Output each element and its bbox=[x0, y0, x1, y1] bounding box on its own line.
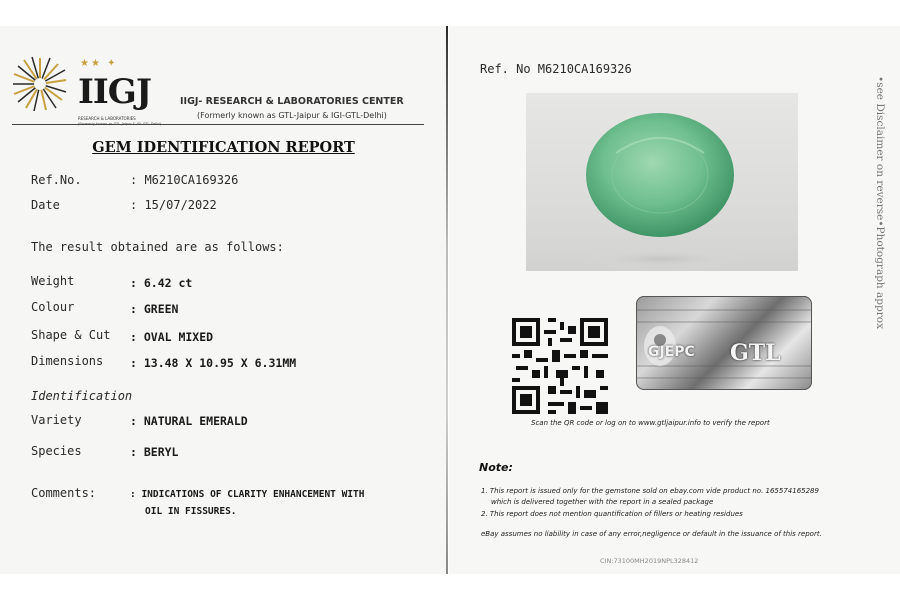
variety-value: : NATURAL EMERALD bbox=[130, 414, 248, 428]
cin-number: CIN:73100MH2019NPL328412 bbox=[600, 557, 699, 565]
weight-value: : 6.42 ct bbox=[130, 276, 193, 290]
reverse-ref-number: Ref. No M6210CA169326 bbox=[480, 62, 632, 76]
sunburst-icon bbox=[10, 54, 70, 114]
species-label: Species bbox=[31, 444, 82, 458]
verify-instructions: Scan the QR code or log on to www.gtljaipur.info to verify the report bbox=[531, 419, 770, 427]
dimensions-label: Dimensions bbox=[31, 354, 104, 368]
lab-name: IIGJ- RESEARCH & LABORATORIES CENTER bbox=[180, 96, 404, 107]
shape-value: : OVAL MIXED bbox=[130, 330, 214, 344]
gemstone-photo bbox=[526, 93, 798, 271]
hologram-text-gjepc: GJEPC bbox=[648, 344, 695, 360]
colour-value: : GREEN bbox=[130, 302, 179, 316]
dimensions-value: : 13.48 X 10.95 X 6.31MM bbox=[130, 356, 297, 370]
variety-label: Variety bbox=[31, 413, 82, 427]
comments-label: Comments: bbox=[31, 486, 97, 500]
note-line-3: eBay assumes no liability in case of any error,negligence or default in the issuance of this report. bbox=[481, 530, 822, 538]
weight-label: Weight bbox=[31, 274, 75, 288]
comments-value-line1: : INDICATIONS OF CLARITY ENHANCEMENT WITH bbox=[130, 489, 365, 500]
note-line-1b: which is delivered together with the report in a sealed package bbox=[491, 498, 714, 506]
hologram-pattern-icon bbox=[636, 296, 812, 390]
stars-icon: ★★ ✦ bbox=[80, 58, 118, 69]
note-title: Note: bbox=[479, 461, 513, 474]
gjepc-hologram-seal bbox=[636, 296, 812, 390]
results-intro: The result obtained are as follows: bbox=[31, 240, 284, 254]
ref-label: Ref.No. bbox=[31, 173, 82, 187]
date-value: : 15/07/2022 bbox=[130, 198, 217, 212]
shape-label: Shape & Cut bbox=[31, 328, 111, 342]
comments-value-line2: OIL IN FISSURES. bbox=[145, 506, 237, 517]
report-title: GEM IDENTIFICATION REPORT bbox=[92, 139, 355, 156]
iigj-logo bbox=[10, 36, 160, 124]
qr-code-icon[interactable] bbox=[512, 318, 608, 414]
photo-disclaimer-note: •see Disclaimer on reverse•Photograph approx bbox=[874, 76, 886, 329]
identification-heading: Identification bbox=[31, 389, 133, 403]
hologram-text-gtl: GTL bbox=[730, 340, 781, 366]
date-label: Date bbox=[31, 198, 60, 212]
emerald-gemstone-icon bbox=[526, 93, 798, 271]
logo-subtext: RESEARCH & LABORATORIES bbox=[78, 116, 136, 121]
ref-value: : M6210CA169326 bbox=[130, 173, 239, 187]
note-line-2: 2. This report does not mention quantification of fillers or heating residues bbox=[481, 510, 743, 518]
colour-label: Colour bbox=[31, 300, 75, 314]
note-line-1a: 1. This report is issued only for the gemstone sold on ebay.com vide product no. 165574165289 bbox=[481, 487, 819, 495]
card-fold-line bbox=[446, 26, 448, 574]
lab-subtitle: (Formerly known as GTL-Jaipur & IGI-GTL-Delhi) bbox=[197, 111, 387, 120]
header-divider bbox=[12, 124, 424, 125]
logo-text: IIGJ bbox=[78, 72, 151, 112]
species-value: : BERYL bbox=[130, 445, 179, 459]
